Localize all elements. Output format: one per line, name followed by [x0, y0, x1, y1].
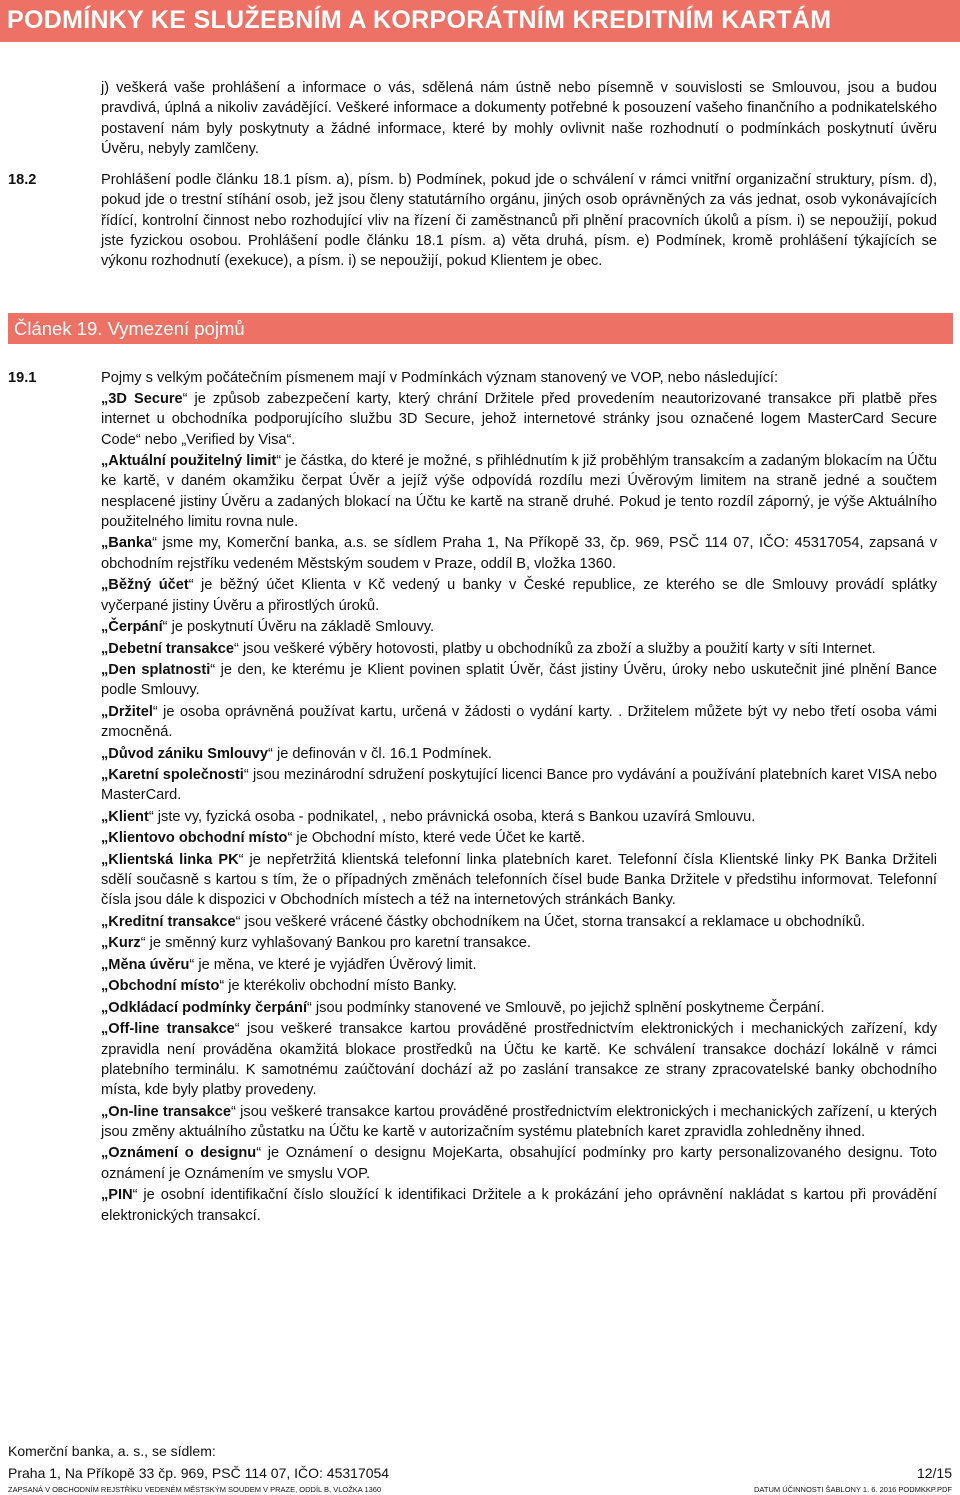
definition-term — [101, 1145, 256, 1161]
term-close-quote: “ — [287, 830, 293, 847]
term-close-quote: “ — [234, 640, 239, 657]
term-close-quote: “ — [140, 935, 146, 952]
definition-item — [101, 617, 937, 637]
definition-item — [101, 389, 937, 450]
definition-text: je Oznámení o designu MojeKarta, obsahující podmínky pro karty personalizovaného designu. Toto oznámení je Oznámením ve smyslu VOP. — [101, 1145, 937, 1182]
term-text: Čerpání — [108, 619, 163, 636]
definition-item — [101, 998, 937, 1018]
definition-term — [101, 1021, 235, 1037]
term-open-quote: „ — [101, 391, 109, 407]
term-text: Měna úvěru — [108, 956, 190, 973]
term-close-quote: “ — [219, 978, 225, 995]
term-close-quote: “ — [182, 391, 188, 407]
term-text: Klientovo obchodní místo — [108, 830, 288, 847]
definition-text: je směnný kurz vyhlašovaný Bankou pro karetní transakce. — [145, 935, 531, 952]
definition-text: je způsob zabezpečení karty, který chrání Držitele před provedením neautorizované transakce při platbě přes internet u obchodníka podporujícího službu 3D Secure, jehož internetové stránky jsou označené logem MasterCard Secure Code“ nebo „Verified by Visa“. — [101, 391, 937, 448]
definition-text: jsme my, Komerční banka, a.s. se sídlem Praha 1, Na Příkopě 33, čp. 969, PSČ 114 07, IČO: 45317054, zapsaná v obchodním rejstříku vedeném Městským soudem v Praze, oddíl B, vložka 1360. — [101, 535, 937, 572]
definition-text: jsou veškeré transakce kartou prováděné prostřednictvím elektronických i mechanických zařízení, kdy zpravidla není prováděna okamžitá blokace prostředků na Účtu ke kartě. Ke schválení transakce dochází lokálně v rámci platebního terminálu. K samotnému zaúčtování dochází až po zaslání transakce ze strany zpracovatelské banky obchodního místa, kde byly platby provedeny. — [101, 1021, 937, 1099]
definition-text: je nepřetržitá klientská telefonní linka platebních karet. Telefonní čísla Klientské linky PK Banka Držiteli sdělí současně s kartou s tím, že o případných změnách telefonních čísel bude Banka Držitele v předstihu informovat. Telefonní čísla jsou dále k dispozici v Obchodních místech a též na internetových stránkách Banky. — [101, 851, 937, 909]
term-text: Karetní společnosti — [108, 767, 244, 784]
term-text: Debetní transakce — [108, 640, 235, 657]
term-close-quote: “ — [210, 661, 216, 678]
definition-term — [101, 767, 244, 783]
term-text: Aktuální použitelný limit — [108, 453, 277, 470]
definition-text: jsou podmínky stanovené ve Smlouvě, po jejichž splnění poskytneme Čerpání. — [311, 999, 825, 1016]
term-text: Kreditní transakce — [108, 913, 236, 930]
term-close-quote: “ — [189, 956, 195, 973]
definition-item — [101, 933, 937, 953]
footer-register: ZAPSANÁ V OBCHODNÍM REJSTŘÍKU VEDENÉM MĚSTSKÝM SOUDEM V PRAZE, ODDÍL B, VLOŽKA 1360 — [8, 1485, 382, 1494]
definition-text: je den, ke kterému je Klient povinen splatit Úvěr, část jistiny Úvěru, úroky nebo uskutečnit jiné plnění Bance podle Smlouvy. — [101, 661, 937, 699]
footer-company: Komerční banka, a. s., se sídlem: — [8, 1443, 216, 1459]
definition-text: je osobní identifikační číslo sloužící k identifikaci Držitele a k prokázání jeho oprávnění nakládat s kartou při provádění elektronických transakcí. — [101, 1187, 937, 1224]
term-text: Obchodní místo — [108, 978, 220, 995]
definition-term — [101, 391, 183, 407]
definition-term — [101, 914, 236, 930]
term-open-quote: „ — [101, 453, 109, 470]
definition-term — [101, 619, 163, 635]
term-open-quote: „ — [101, 999, 109, 1016]
definition-item — [101, 744, 937, 764]
term-open-quote: „ — [101, 640, 109, 657]
term-open-quote: „ — [101, 535, 109, 552]
term-open-quote: „ — [101, 1103, 109, 1120]
term-open-quote: „ — [101, 1187, 109, 1204]
term-open-quote: „ — [101, 808, 109, 825]
definition-item — [101, 451, 937, 532]
term-open-quote: „ — [101, 745, 109, 762]
term-text: Oznámení o designu — [108, 1145, 257, 1162]
term-close-quote: “ — [188, 577, 194, 594]
definition-term — [101, 935, 141, 951]
definition-term — [101, 978, 219, 994]
definition-list — [101, 389, 937, 1227]
term-text: PIN — [108, 1187, 133, 1204]
definition-term — [101, 453, 276, 469]
term-text: Klientská linka PK — [108, 851, 239, 868]
term-close-quote: “ — [148, 808, 154, 825]
term-close-quote: “ — [231, 1103, 236, 1120]
definition-term — [101, 957, 189, 973]
term-text: Odkládací podmínky čerpání — [108, 999, 307, 1016]
definition-text: je běžný účet Klienta v Kč vedený u banky v České republice, ze kterého se dle Smlouvy provádí splátky vyčerpané jistiny Úvěru a přirostlých úroků. — [101, 577, 937, 614]
definition-item — [101, 639, 937, 659]
definition-term — [101, 662, 210, 678]
section-number-18-2: 18.2 — [8, 172, 37, 188]
term-close-quote: “ — [268, 745, 273, 762]
term-open-quote: „ — [101, 767, 109, 784]
definition-text: je poskytnutí Úvěru na základě Smlouvy. — [167, 619, 435, 636]
term-text: 3D Secure — [108, 391, 183, 407]
term-close-quote: “ — [235, 913, 241, 930]
section-18-2-paragraph: Prohlášení podle článku 18.1 písm. a), písm. b) Podmínek, pokud jde o schválení v rámci vnitřní organizační struktury, písm. d), pokud jde o trestní stíhání osob, jež jsou členy statutárního orgánu, jiných osob oprávněných za vás jednat, osob vykonávajících řídící, kontrolní činnost nebo rozhodující vliv na řízení či zaměstnanců při plnění pracovních úkolů a písm. i) se nepoužijí, pokud jste fyzickou osobou. Prohlášení podle článku 18.1 písm. a) věta druhá, písm. e) Podmínek, kromě prohlášení týkajících se výkonu rozhodnutí (exekuce), a písm. i) se nepoužijí, pokud Klientem je obec. — [101, 172, 937, 270]
term-open-quote: „ — [101, 935, 109, 952]
definition-item — [101, 807, 937, 827]
term-text: Off-line transakce — [108, 1021, 235, 1038]
definition-text: jste vy, fyzická osoba - podnikatel, , nebo právnická osoba, která s Bankou uzavírá Smlouvu. — [153, 808, 756, 825]
term-close-quote: “ — [276, 453, 282, 470]
definition-item — [101, 533, 937, 574]
definition-term — [101, 641, 234, 657]
footer-page-number: 12/15 — [916, 1465, 952, 1481]
definition-text: jsou veškeré výběry hotovosti, platby u obchodníků za zboží a služby a použití karty v síti Internet. — [238, 640, 876, 657]
definition-item — [101, 976, 937, 996]
definition-text: je měna, ve které je vyjádřen Úvěrový limit. — [194, 956, 477, 973]
definition-item — [101, 1019, 937, 1100]
term-text: Běžný účet — [108, 577, 189, 594]
term-text: Důvod zániku Smlouvy — [108, 745, 269, 762]
definition-item — [101, 850, 937, 911]
term-close-quote: “ — [152, 535, 157, 552]
definition-text: je definován v čl. 16.1 Podmínek. — [272, 745, 492, 762]
term-text: Klient — [108, 808, 149, 825]
definition-item — [101, 1102, 937, 1143]
definition-term — [101, 535, 152, 551]
definition-item — [101, 660, 937, 701]
definition-term — [101, 1000, 307, 1016]
term-close-quote: “ — [234, 1021, 240, 1038]
term-text: Banka — [108, 535, 153, 552]
definition-item — [101, 765, 937, 806]
term-open-quote: „ — [101, 619, 109, 636]
definition-text: jsou veškeré vrácené částky obchodníkem na Účet, storna transakcí a reklamace u obchodníků. — [240, 913, 866, 930]
definition-text: jsou veškeré transakce kartou prováděné prostřednictvím elektronických i mechanických zařízení, u kterých jsou změny aktuálního zůstatku na Účtu ke kartě v autorizačním systému platebních karet zpravidla zohledněny ihned. — [101, 1103, 937, 1140]
definition-item — [101, 1143, 937, 1184]
term-close-quote: “ — [256, 1145, 262, 1162]
term-text: Držitel — [108, 703, 153, 720]
term-open-quote: „ — [101, 851, 109, 868]
section-number-19-1: 19.1 — [8, 370, 37, 386]
definition-text: jsou mezinárodní sdružení poskytující licenci Bance pro vydávání a používání platebních karet VISA nebo MasterCard. — [101, 767, 937, 804]
term-open-quote: „ — [101, 956, 109, 973]
definition-item — [101, 702, 937, 743]
definition-term — [101, 809, 149, 825]
definition-term — [101, 1104, 231, 1120]
term-open-quote: „ — [101, 703, 109, 720]
definition-text: je kterékoliv obchodní místo Banky. — [224, 978, 457, 995]
definition-term — [101, 746, 268, 762]
term-open-quote: „ — [101, 1021, 109, 1038]
definition-item — [101, 955, 937, 975]
section-19-1-intro: Pojmy s velkým počátečním písmenem mají v Podmínkách význam stanovený ve VOP, nebo následující: — [101, 370, 779, 386]
definition-term — [101, 1187, 133, 1203]
term-open-quote: „ — [101, 577, 109, 594]
term-text: Den splatnosti — [108, 661, 211, 678]
footer-address: Praha 1, Na Příkopě 33 čp. 969, PSČ 114 07, IČO: 45317054 — [8, 1465, 390, 1481]
item-j-paragraph: j) veškerá vaše prohlášení a informace o vás, sdělená nám ústně nebo písemně v souvislosti se Smlouvou, jsou a budou pravdivá, úplná a nikoliv zavádějící. Veškeré informace a dokumenty potřebné k posouzení vašeho finančního a podnikatelského postavení nám byly poskytnuty a žádné informace, které by mohly ovlivnit naše rozhodnutí o podmínkách poskytnutí úvěru Úvěru, nebyly zamlčeny. — [101, 80, 937, 157]
definition-term — [101, 830, 287, 846]
term-close-quote: “ — [307, 999, 312, 1016]
term-close-quote: “ — [152, 703, 158, 720]
definition-text: je Obchodní místo, které vede Účet ke kartě. — [292, 830, 586, 847]
term-open-quote: „ — [101, 661, 109, 678]
term-open-quote: „ — [101, 978, 109, 995]
definition-text: je částka, do které je možné, s přihlédnutím k již proběhlým transakcím a zadaným blokacím na Účtu ke kartě, v daném okamžiku čerpat Úvěr a jejíž výše odpovídá rozdílu mezi Úvěrovým limitem na straně jedné a součtem nesplacené jistiny Úvěru a zadaných blokací na Účtu ke kartě na straně druhé. Pokud je tento rozdíl záporný, je výše Aktuálního použitelného limitu rovna nule. — [101, 453, 937, 530]
page-header — [0, 0, 960, 42]
definition-item — [101, 575, 937, 616]
definition-item — [101, 912, 937, 932]
term-close-quote: “ — [132, 1187, 138, 1204]
term-text: Kurz — [108, 935, 141, 952]
term-open-quote: „ — [101, 913, 109, 930]
article-heading-bar — [8, 313, 953, 344]
article-title: Článek 19. Vymezení pojmů — [14, 318, 245, 339]
term-open-quote: „ — [101, 830, 109, 847]
term-close-quote: “ — [162, 619, 168, 636]
term-text: On-line transakce — [108, 1103, 231, 1120]
term-close-quote: “ — [243, 767, 249, 784]
definition-text: je osoba oprávněná používat kartu, určená v žádosti o vydání karty. . Držitelem můžete být vy nebo třetí osoba vámi zmocněná. — [101, 703, 937, 741]
definition-term — [101, 852, 239, 868]
definition-item — [101, 1185, 937, 1226]
definition-term — [101, 704, 153, 720]
term-open-quote: „ — [101, 1145, 109, 1162]
definition-term — [101, 577, 189, 593]
definition-item — [101, 828, 937, 848]
footer-validity: DATUM ÚČINNOSTI ŠABLONY 1. 6. 2016 PODMKKP.PDF — [754, 1485, 952, 1494]
term-close-quote: “ — [238, 851, 244, 868]
page-title: PODMÍNKY KE SLUŽEBNÍM A KORPORÁTNÍM KREDITNÍM KARTÁM — [7, 6, 832, 34]
